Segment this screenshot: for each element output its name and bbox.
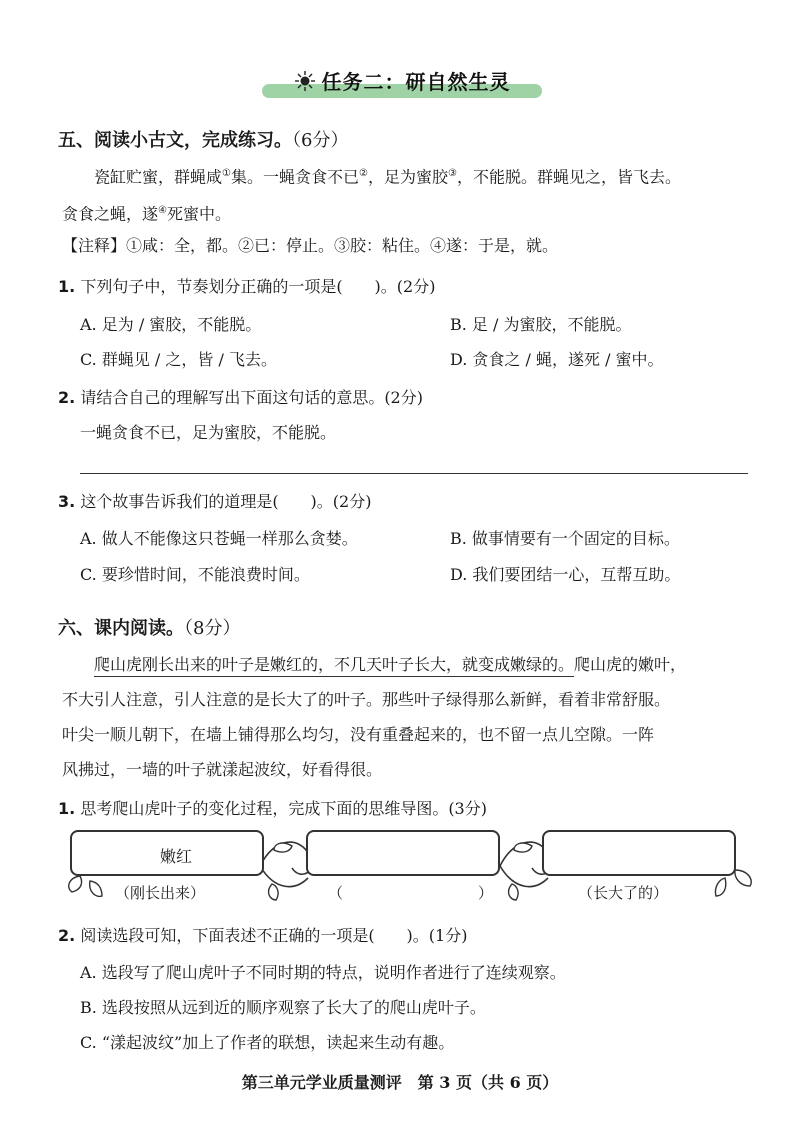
passage-text: 死蜜中。 bbox=[166, 204, 231, 224]
s5-q3-option-b[interactable]: B. 做事情要有一个固定的目标。 bbox=[450, 529, 680, 548]
modern-passage-line3: 叶尖一顺儿朝下，在墙上铺得那么均匀，没有重叠起来的，也不留一点儿空隙。一阵 bbox=[62, 725, 655, 744]
mindmap-box-1 bbox=[70, 830, 264, 876]
question-number: 2. bbox=[58, 388, 76, 407]
question-text: 下列句子中，节奏划分正确的一项是( )。(2分) bbox=[80, 277, 436, 296]
underlined-sentence: 爬山虎刚长出来的叶子是嫩红的，不几天叶子长大，就变成嫩绿的。 bbox=[94, 655, 574, 677]
question-number: 2. bbox=[58, 926, 76, 945]
s6-q2-option-c[interactable]: C. “漾起波纹”加上了作者的联想，读起来生动有趣。 bbox=[80, 1033, 455, 1052]
question-text: 请结合自己的理解写出下面这句话的意思。(2分) bbox=[80, 388, 423, 407]
passage-text: 集。一蝇贪食不已 bbox=[230, 167, 359, 187]
s5-q3-option-c[interactable]: C. 要珍惜时间，不能浪费时间。 bbox=[80, 565, 310, 584]
s5-q1-option-d[interactable]: D. 贪食之 / 蝇，遂死 / 蜜中。 bbox=[450, 350, 664, 369]
s5-question3 bbox=[58, 489, 371, 512]
task-title bbox=[262, 66, 542, 95]
section6-heading bbox=[58, 614, 240, 640]
classical-passage-line1 bbox=[94, 164, 681, 187]
mindmap-box-1-text: 嫩红 bbox=[160, 847, 193, 866]
page-footer: 第三单元学业质量测评 第 3 页（共 6 页） bbox=[241, 1073, 559, 1092]
note-marker: ③ bbox=[447, 168, 457, 179]
mindmap-label-2-close: ） bbox=[478, 884, 494, 902]
question-number: 1. bbox=[58, 277, 76, 296]
mindmap-label-2-open: （ bbox=[328, 884, 344, 902]
s5-question1 bbox=[58, 274, 435, 297]
s5-question2 bbox=[58, 385, 423, 408]
sun-star-icon bbox=[294, 70, 316, 92]
mindmap-label-1: （刚长出来） bbox=[115, 884, 206, 902]
passage-text: ，不能脱。群蝇见之，皆飞去。 bbox=[456, 167, 681, 187]
s5-q1-option-a[interactable]: A. 足为 / 蜜胶，不能脱。 bbox=[80, 315, 262, 334]
modern-passage-line4: 风拂过，一墙的叶子就漾起波纹，好看得很。 bbox=[62, 760, 383, 779]
s6-question2 bbox=[58, 923, 467, 946]
section6-heading-text: 六、课内阅读。 bbox=[58, 618, 184, 639]
section5-heading-text: 五、阅读小古文，完成练习。 bbox=[58, 130, 292, 151]
mindmap-label-3: （长大了的） bbox=[578, 884, 669, 902]
s5-q1-option-c[interactable]: C. 群蝇见 / 之，皆 / 飞去。 bbox=[80, 350, 277, 369]
s5-q3-option-a[interactable]: A. 做人不能像这只苍蝇一样那么贪婪。 bbox=[80, 529, 358, 548]
question-text: 阅读选段可知，下面表述不正确的一项是( )。(1分) bbox=[80, 926, 468, 945]
mindmap-box-2-blank[interactable] bbox=[306, 830, 500, 876]
question-text: 这个故事告诉我们的道理是( )。(2分) bbox=[80, 492, 372, 511]
note-marker: ④ bbox=[158, 205, 167, 216]
s5-q2-sentence: 一蝇贪食不已，足为蜜胶，不能脱。 bbox=[80, 423, 337, 442]
s5-q1-option-b[interactable]: B. 足 / 为蜜胶，不能脱。 bbox=[450, 315, 632, 334]
question-text: 思考爬山虎叶子的变化过程，完成下面的思维导图。(3分) bbox=[80, 799, 487, 818]
note-marker: ② bbox=[359, 168, 368, 179]
s6-q2-option-a[interactable]: A. 选段写了爬山虎叶子不同时期的特点，说明作者进行了连续观察。 bbox=[80, 963, 566, 982]
question-number: 1. bbox=[58, 799, 76, 818]
modern-passage-line1 bbox=[94, 655, 686, 675]
section5-points: （6分） bbox=[292, 130, 349, 151]
passage-text: 瓷缸贮蜜，群蝇咸 bbox=[94, 167, 223, 187]
task-title-text: 任务二：研自然生灵 bbox=[321, 70, 511, 94]
classical-passage-line2 bbox=[62, 201, 231, 224]
passage-text: 贪食之蝇，遂 bbox=[62, 204, 159, 224]
section5-heading bbox=[58, 126, 348, 152]
answer-line[interactable] bbox=[80, 473, 748, 474]
mindmap-box-3-blank[interactable] bbox=[542, 830, 736, 876]
annotation-notes: 【注释】①咸：全，都。②已：停止。③胶：粘住。④遂：于是，就。 bbox=[62, 236, 559, 255]
section6-points: （8分） bbox=[184, 618, 241, 639]
s6-question1 bbox=[58, 796, 487, 819]
task-header bbox=[262, 62, 542, 102]
passage-text: 爬山虎的嫩叶， bbox=[574, 655, 687, 674]
passage-text: ，足为蜜胶 bbox=[367, 167, 448, 187]
modern-passage-line2: 不大引人注意，引人注意的是长大了的叶子。那些叶子绿得那么新鲜，看着非常舒服。 bbox=[62, 690, 671, 709]
question-number: 3. bbox=[58, 492, 76, 511]
note-marker: ① bbox=[222, 168, 231, 179]
s5-q3-option-d[interactable]: D. 我们要团结一心，互帮互助。 bbox=[450, 565, 681, 584]
s6-q2-option-b[interactable]: B. 选段按照从远到近的顺序观察了长大了的爬山虎叶子。 bbox=[80, 998, 486, 1017]
